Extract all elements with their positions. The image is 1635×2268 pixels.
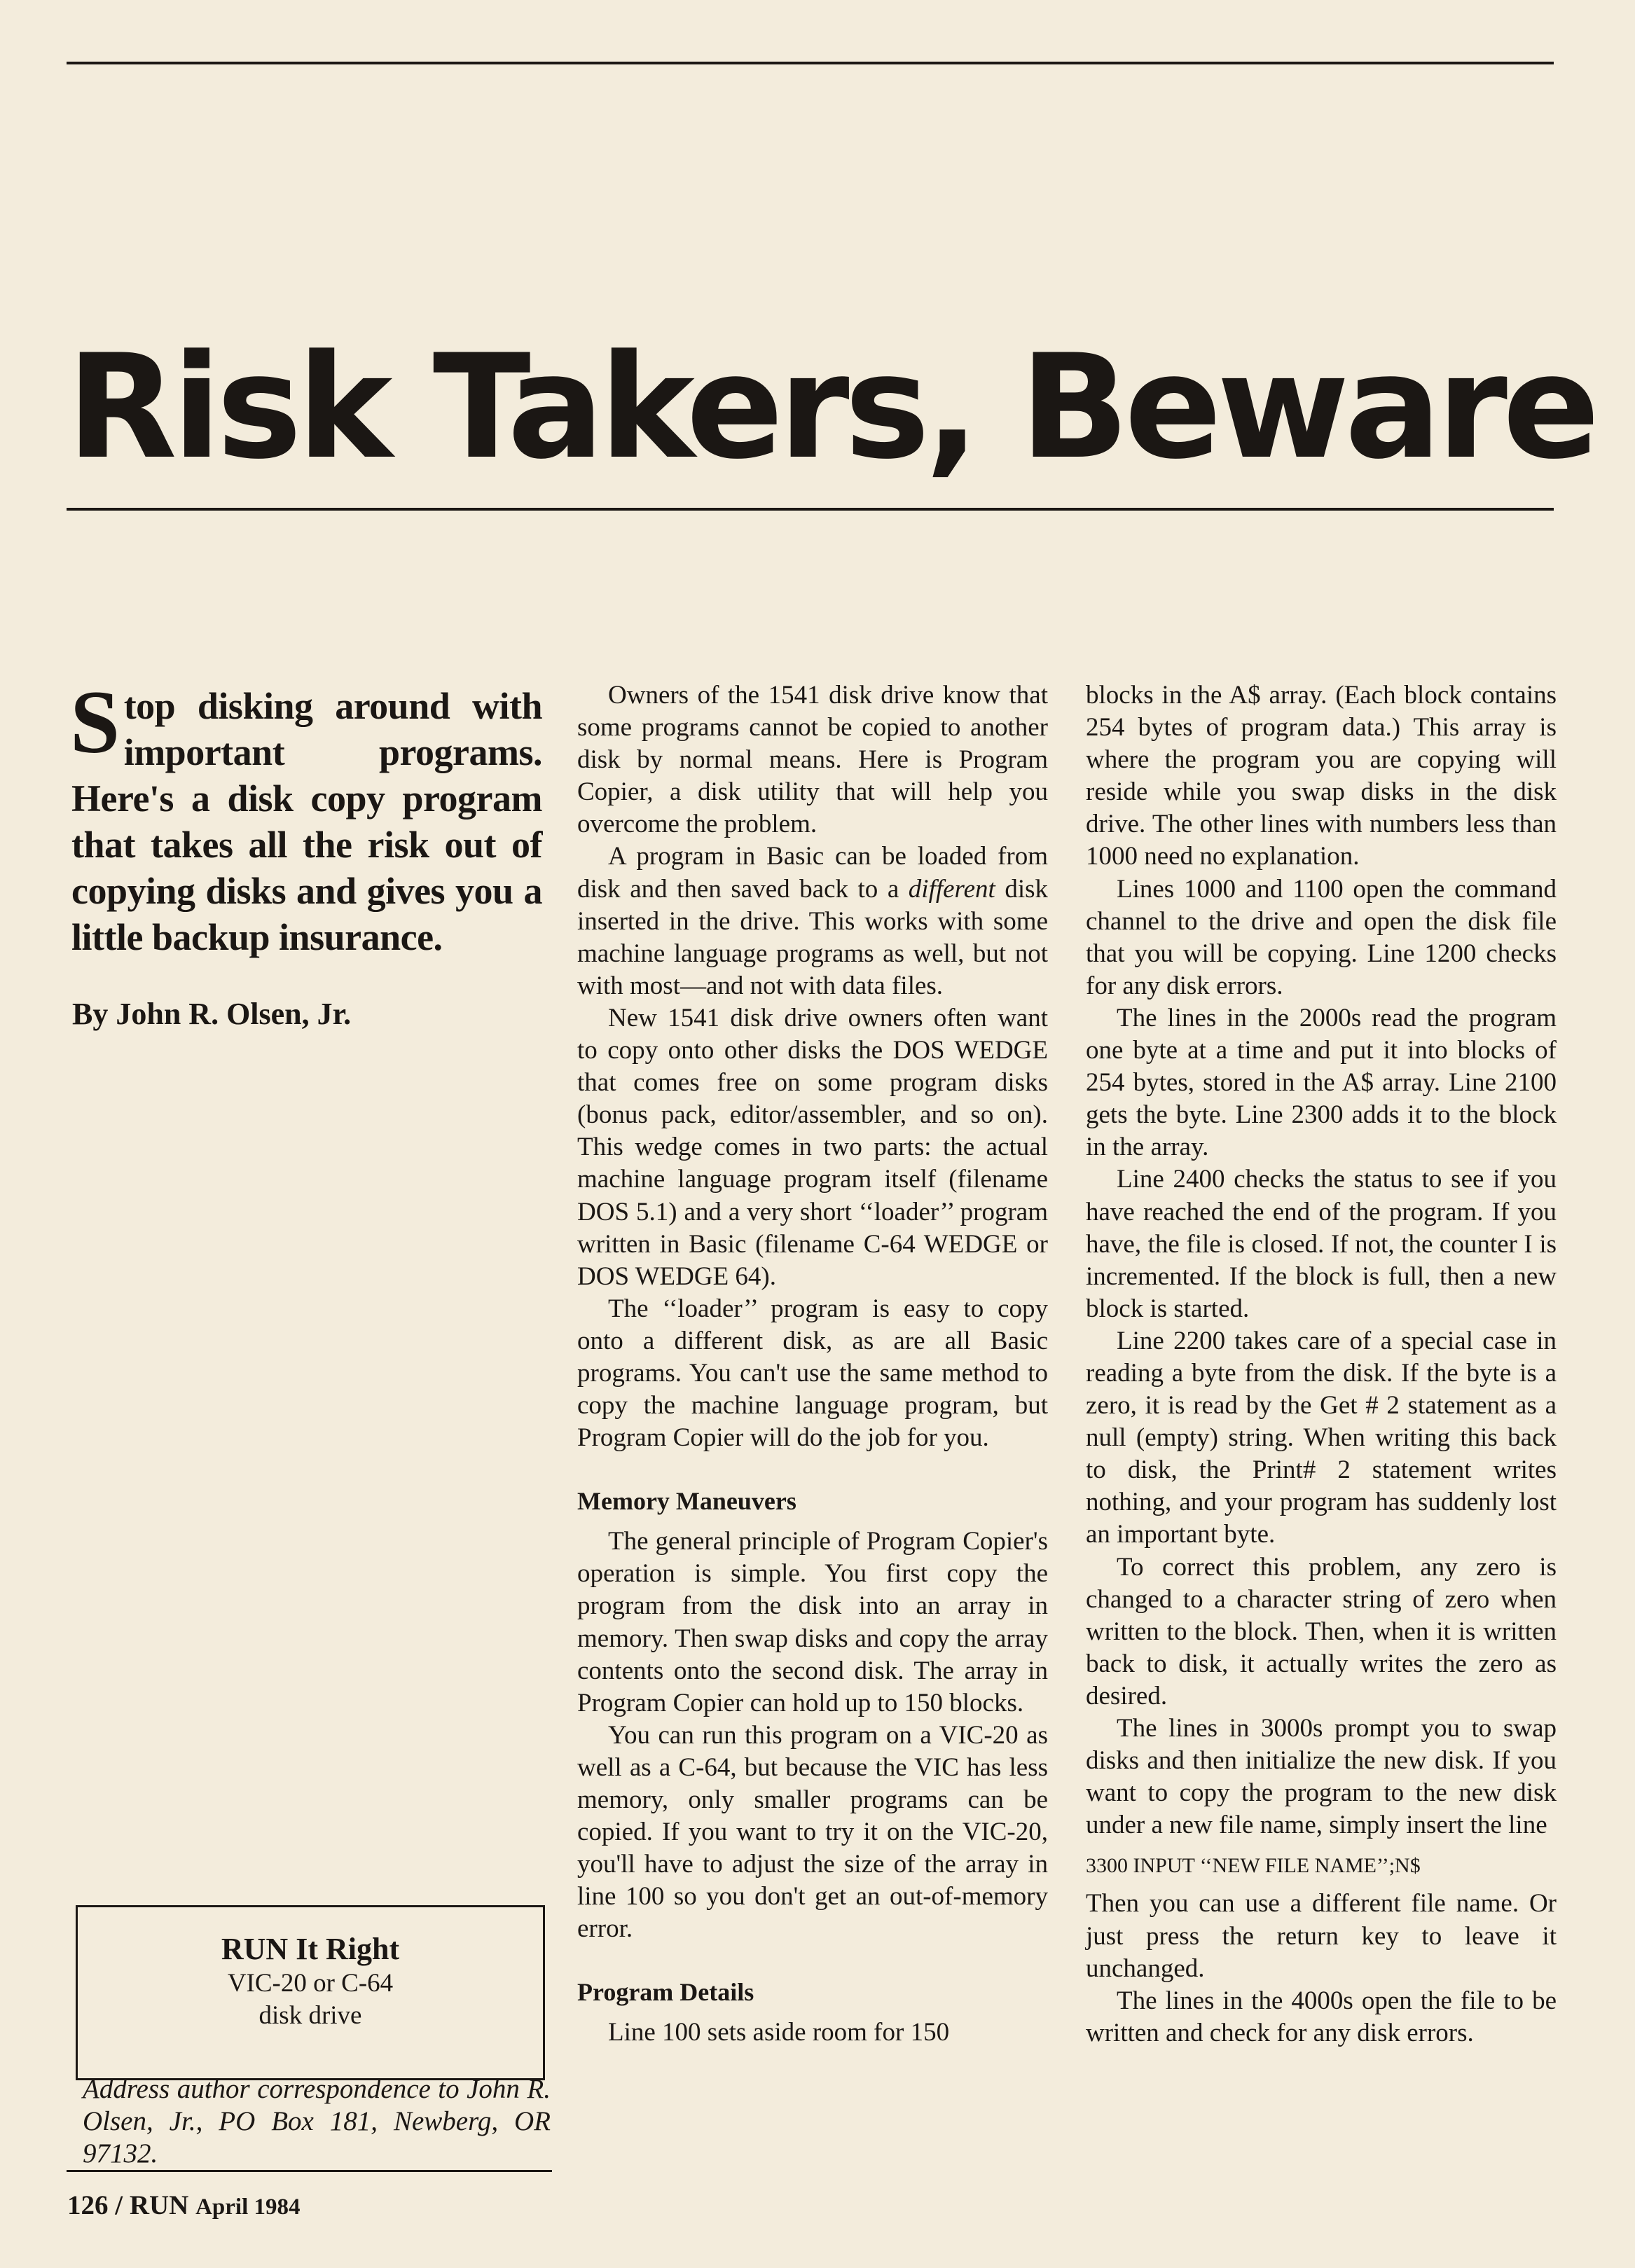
run-it-right-title: RUN It Right <box>221 1932 400 1966</box>
byline: By John R. Olsen, Jr. <box>72 997 352 1031</box>
paragraph: The general principle of Program Copier's operation is simple. You first copy the program from the disk into an array in memory. Then swap disks and copy the array contents onto the second disk. The array in Program Copier can hold up to 150 blocks. <box>577 1527 1048 1717</box>
folio-page: 126 / RUN <box>67 2190 189 2220</box>
section-heading-memory-maneuvers: Memory Maneuvers <box>577 1487 796 1516</box>
section-heading-program-details: Program Details <box>577 1978 754 2007</box>
folio-date: April 1984 <box>195 2194 301 2220</box>
run-it-right-system: VIC-20 or C-64 <box>227 1969 394 1998</box>
paragraph: Line 2400 checks the status to see if you have reached the end of the program. If you have, the file is closed. If not, the counter I is incremented. If the block is full, then a new block is started. <box>1086 1165 1557 1323</box>
article-deck <box>70 672 542 960</box>
paragraph: The lines in 3000s prompt you to swap disks and then initialize the new disk. If you want to copy the program to the new disk under a new file name, simply insert the line <box>1086 1714 1557 1840</box>
paragraph: New 1541 disk drive owners often want to copy onto other disks the DOS WEDGE that comes free on some program disks (bonus pack, editor/assembler, and so on). This wedge comes in two parts: the actual machine language program itself (filename DOS 5.1) and a very short ‘‘loader’’ program written in Basic (filename C-64 WEDGE or DOS WEDGE 64). <box>577 1003 1048 1291</box>
paragraph: To correct this problem, any zero is changed to a character string of zero when written to the block. Then, when it is written back to disk, it actually writes the zero as desired. <box>1086 1552 1557 1710</box>
paragraph: You can run this program on a VIC-20 as well as a C-64, but because the VIC has less memory, only smaller programs can be copied. If you want to try it on the VIC-20, you'll have to adjust the size of the array in line 100 so you don't get an out-of-memory error. <box>577 1720 1048 1944</box>
paragraph: The lines in the 2000s read the program one byte at a time and put it into blocks of 254 bytes, stored in the A$ array. Line 2100 gets the byte. Line 2300 adds it to the block in the array. <box>1086 1003 1557 1162</box>
author-address: Address author correspondence to John R. Olsen, Jr., PO Box 181, Newberg, OR 97132. <box>83 2074 551 2169</box>
title-rule <box>67 508 1554 511</box>
page-folio <box>67 2190 301 2221</box>
paragraph: Lines 1000 and 1100 open the command channel to the drive and open the disk file that you will be copying. Line 1200 checks for any disk errors. <box>1086 874 1557 1000</box>
paragraph: Then you can use a different file name. Or just press the return key to leave it unchanged. <box>1086 1889 1557 1983</box>
run-it-right-hardware: disk drive <box>258 2001 362 2030</box>
body-column-3 <box>1086 679 1557 2049</box>
paragraph: A program in Basic can be loaded from disk and then saved back to a different disk inserted in the drive. This works with some machine language programs as well, but not with most—and not with data files. <box>577 842 1049 1000</box>
body-column-2 <box>577 679 1048 2049</box>
paragraph: The ‘‘loader’’ program is easy to copy onto a different disk, as are all Basic programs. You can't use the same method to copy the machine language program, but Program Copier will do the job for you. <box>577 1294 1048 1453</box>
paragraph: Owners of the 1541 disk drive know that some programs cannot be copied to another disk by normal means. Here is Program Copier, a disk utility that will help you overcome the problem. <box>577 681 1048 839</box>
code-line: 3300 INPUT ‘‘NEW FILE NAME’’;N$ <box>1086 1854 1421 1878</box>
paragraph: blocks in the A$ array. (Each block contains 254 bytes of program data.) This array is where the program you are copying will reside while you swap disks in the disk drive. The other lines with numbers less than 1000 need no explanation. <box>1086 681 1557 871</box>
article-title: Risk Takers, Beware <box>67 324 1595 491</box>
run-it-right-box <box>76 1905 545 2080</box>
drop-cap: S <box>70 672 120 772</box>
footer-rule <box>67 2170 552 2172</box>
paragraph: Line 100 sets aside room for 150 <box>608 2018 950 2047</box>
top-rule <box>67 62 1554 64</box>
deck-text: top disking around with important programs. Here's a disk copy program that takes all the risk out of copying disks and gives you a little backup insurance. <box>71 685 542 958</box>
paragraph: The lines in the 4000s open the file to be written and check for any disk errors. <box>1086 1986 1557 2047</box>
paragraph: Line 2200 takes care of a special case in reading a byte from the disk. If the byte is a zero, it is read by the Get # 2 statement as a null (empty) string. When writing this back to disk, the Print# 2 statement writes nothing, and your program has suddenly lost an important byte. <box>1086 1326 1557 1549</box>
